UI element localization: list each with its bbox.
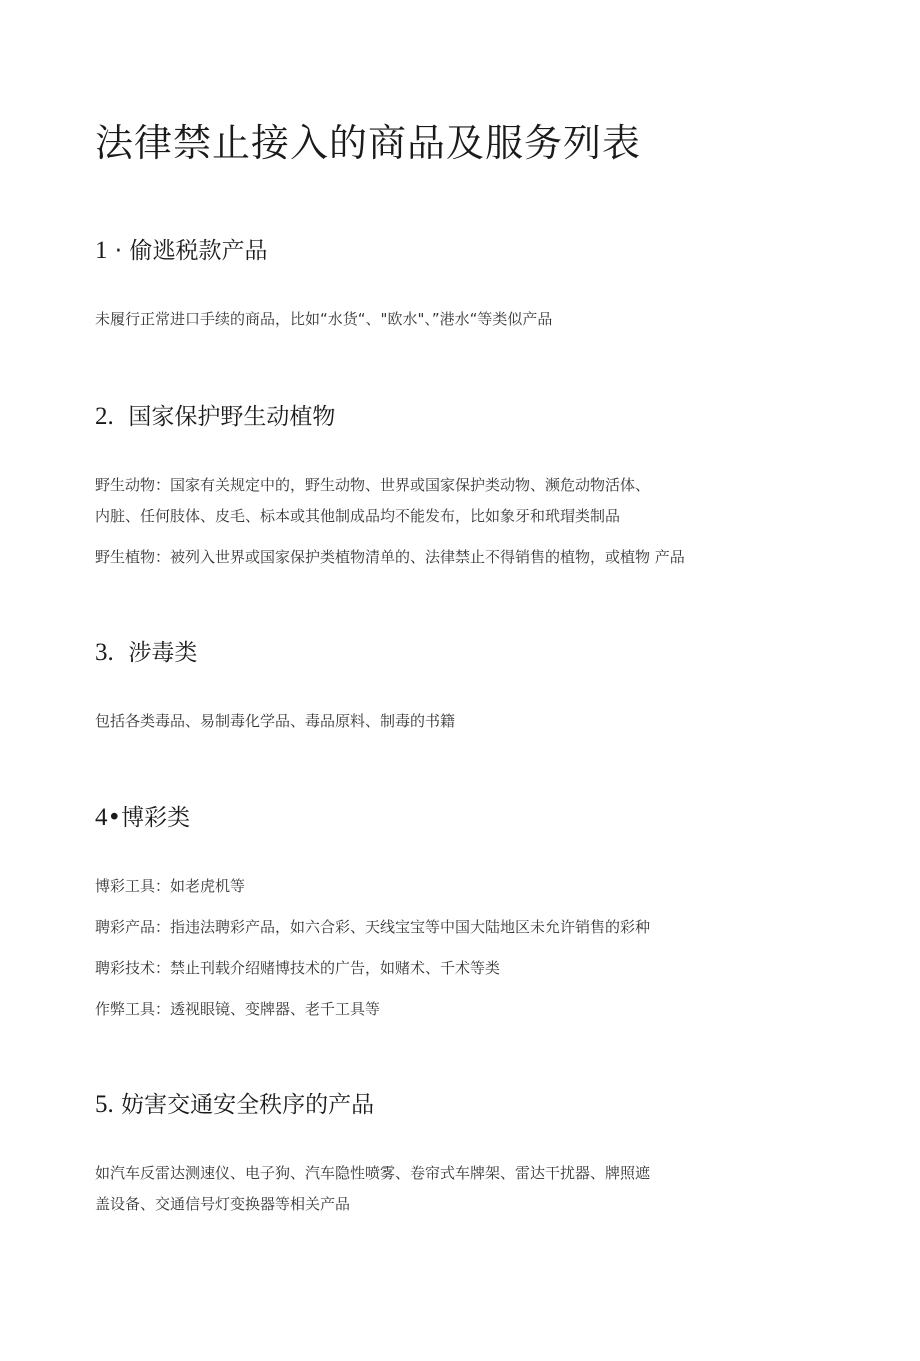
section-number: 2. (95, 403, 114, 430)
section-separator (114, 1092, 121, 1118)
paragraph-cheating-tools (95, 994, 875, 1025)
section-wildlife (95, 400, 875, 573)
paragraph-line: 野生动物：国家有关规定中的，野生动物、世界或国家保护类动物、濒危动物活体、 (95, 476, 651, 494)
paragraph-lottery-products (95, 912, 875, 943)
paragraph-wild-animals (95, 470, 875, 532)
paragraph-line: 盖设备、交通信号灯变换器等相关产品 (95, 1195, 351, 1213)
section-number: 5. (95, 1091, 114, 1118)
section-separator (114, 404, 129, 430)
section-number: 4 (95, 804, 108, 831)
section-heading (95, 801, 875, 835)
section-heading (95, 400, 875, 434)
document-title: 法律禁止接入的商品及服务列表 (95, 121, 642, 166)
paragraph-gambling-techniques (95, 953, 875, 984)
paragraph-line: 野生植物：被列入世界或国家保护类植物清单的、法律禁止不得销售的植物，或植物 产品 (95, 548, 685, 566)
section-number: 1 (95, 237, 108, 264)
paragraph-line: 包括各类毒品、易制毒化学品、毒品原料、制毒的书籍 (95, 712, 456, 730)
paragraph-wild-plants (95, 542, 875, 573)
section-tax-evasion (95, 234, 875, 335)
paragraph-line: 聘彩技术：禁止刊载介绍赌博技术的广告，如赌术、千术等类 (95, 959, 501, 977)
section-separator: • (107, 805, 122, 831)
section-gambling (95, 801, 875, 1025)
paragraph-line: 未履行正常进口手续的商品，比如“水货“、"欧水"、”港水“等类似产品 (95, 310, 553, 328)
paragraph (95, 304, 875, 335)
paragraph-line: 内脏、任何肢体、皮毛、标本或其他制成品均不能发布，比如象牙和玳瑁类制品 (95, 507, 621, 525)
section-traffic-safety (95, 1088, 875, 1220)
section-drugs (95, 636, 875, 737)
paragraph-line: 博彩工具：如老虎机等 (95, 877, 246, 895)
section-heading (95, 234, 875, 268)
paragraph-gambling-tools (95, 871, 875, 902)
section-separator: · (107, 238, 130, 264)
section-heading (95, 636, 875, 670)
paragraph-line: 如汽车反雷达测速仪、电子狗、汽车隐性喷雾、卷帘式车牌架、雷达干扰器、牌照遮 (95, 1164, 651, 1182)
section-title: 涉毒类 (128, 640, 198, 666)
section-separator (114, 640, 129, 666)
section-number: 3. (95, 639, 114, 666)
section-title: 偷逃税款产品 (129, 238, 268, 264)
paragraph (95, 1158, 875, 1220)
section-title: 博彩类 (121, 805, 191, 831)
section-heading (95, 1088, 875, 1122)
section-title: 国家保护野生动植物 (128, 404, 336, 430)
paragraph-line: 聘彩产品：指违法聘彩产品，如六合彩、天线宝宝等中国大陆地区未允许销售的彩种 (95, 918, 651, 936)
paragraph (95, 706, 875, 737)
section-title: 妨害交通安全秩序的产品 (121, 1092, 375, 1118)
paragraph-line: 作弊工具：透视眼镜、变牌器、老千工具等 (95, 1000, 381, 1018)
